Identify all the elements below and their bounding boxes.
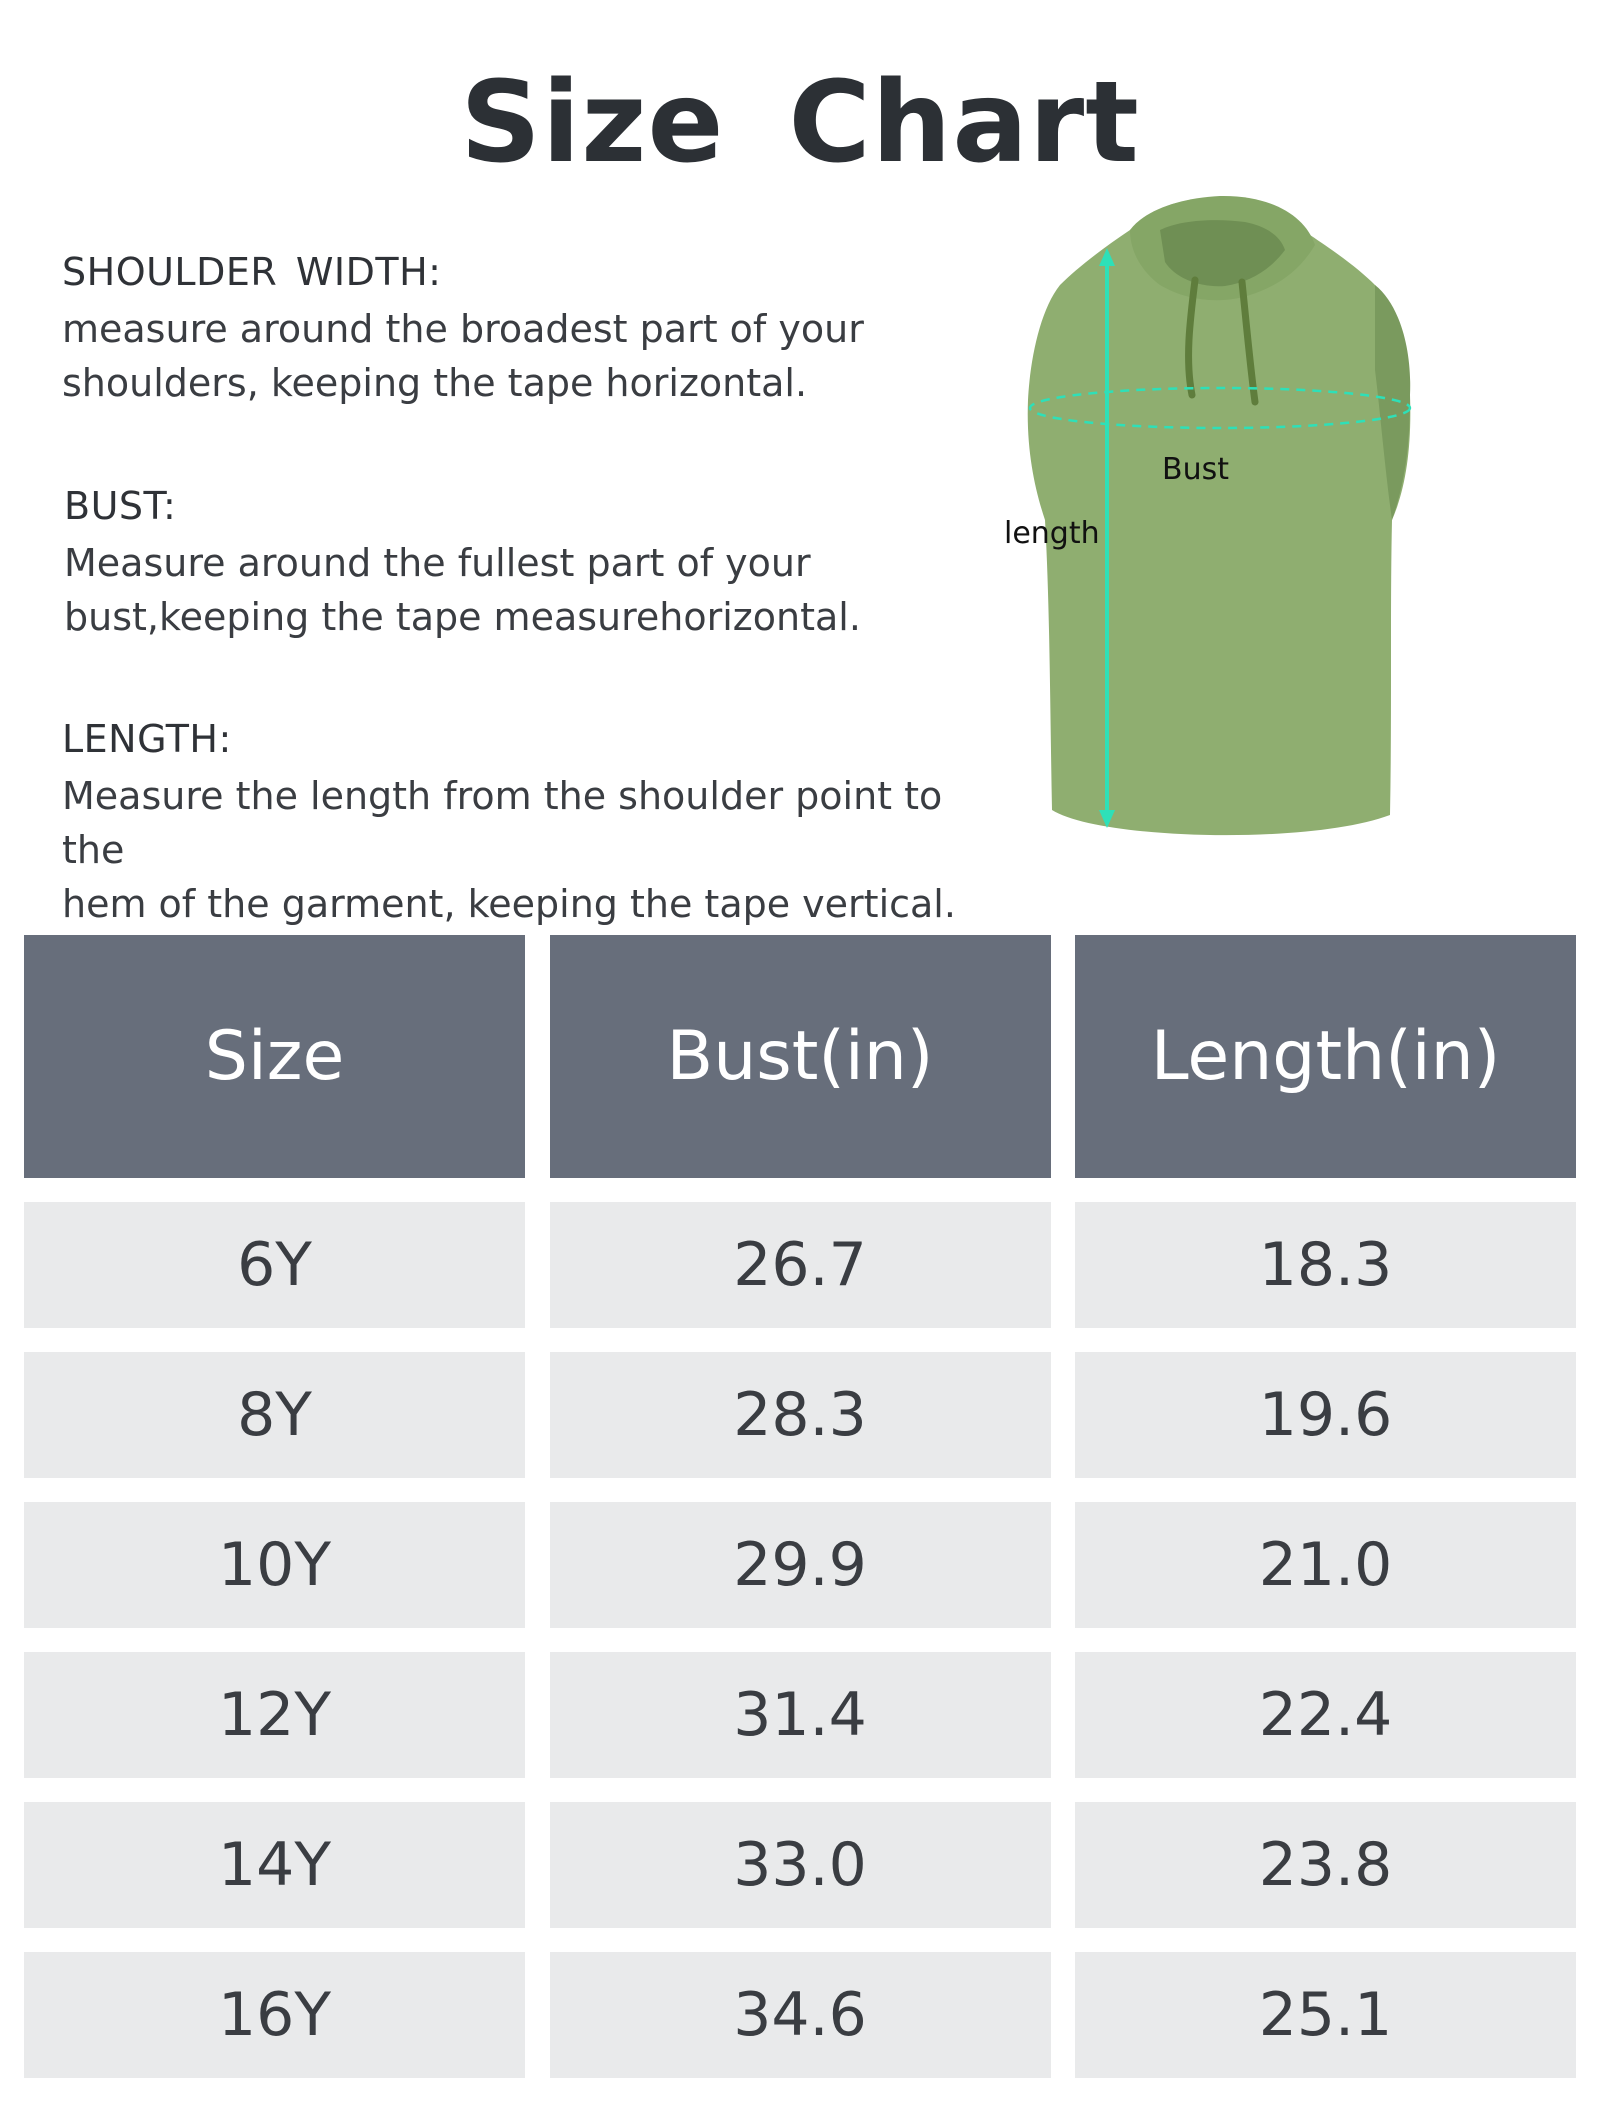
cell-size: 6Y: [24, 1202, 525, 1328]
bust-heading: BUST:: [64, 484, 177, 528]
cell-size: 14Y: [24, 1802, 525, 1928]
shoulder-width-line-2: shoulders, keeping the tape horizontal.: [62, 361, 808, 405]
shoulder-width-description: [62, 250, 962, 410]
header-bust: Bust(in): [550, 935, 1051, 1178]
table-row: [24, 1502, 1576, 1628]
cell-length: 19.6: [1075, 1352, 1576, 1478]
length-line-1: Measure the length from the shoulder point to the: [62, 774, 943, 872]
header-length: Length(in): [1075, 935, 1576, 1178]
cell-size: 12Y: [24, 1652, 525, 1778]
cell-bust: 28.3: [550, 1352, 1051, 1478]
cell-bust: 31.4: [550, 1652, 1051, 1778]
bust-description: [64, 484, 964, 644]
header-size: Size: [24, 935, 525, 1178]
cell-bust: 34.6: [550, 1952, 1051, 2078]
table-row: [24, 1652, 1576, 1778]
cell-length: 22.4: [1075, 1652, 1576, 1778]
length-description: [62, 717, 962, 931]
table-row: [24, 1352, 1576, 1478]
table-row: [24, 1952, 1576, 2078]
bust-label: Bust: [1162, 452, 1229, 487]
cell-size: 16Y: [24, 1952, 525, 2078]
length-heading: LENGTH:: [62, 717, 232, 761]
bust-text: [64, 536, 964, 644]
cell-bust: 26.7: [550, 1202, 1051, 1328]
size-table: [24, 935, 1576, 2102]
cell-length: 25.1: [1075, 1952, 1576, 2078]
table-header-row: [24, 935, 1576, 1178]
cell-length: 18.3: [1075, 1202, 1576, 1328]
cell-size: 10Y: [24, 1502, 525, 1628]
table-row: [24, 1202, 1576, 1328]
shoulder-width-heading: SHOULDER WIDTH:: [62, 250, 442, 294]
page-title: Size Chart: [460, 58, 1140, 188]
table-row: [24, 1802, 1576, 1928]
shoulder-width-text: [62, 302, 962, 410]
shoulder-width-line-1: measure around the broadest part of your: [62, 307, 864, 351]
bust-line-1: Measure around the fullest part of your: [64, 541, 811, 585]
cell-size: 8Y: [24, 1352, 525, 1478]
cell-length: 21.0: [1075, 1502, 1576, 1628]
length-label: length: [1004, 516, 1100, 551]
length-text: [62, 769, 962, 931]
cell-bust: 29.9: [550, 1502, 1051, 1628]
cell-length: 23.8: [1075, 1802, 1576, 1928]
length-line-2: hem of the garment, keeping the tape vertical.: [62, 882, 956, 926]
bust-line-2: bust,keeping the tape measurehorizontal.: [64, 595, 861, 639]
cell-bust: 33.0: [550, 1802, 1051, 1928]
